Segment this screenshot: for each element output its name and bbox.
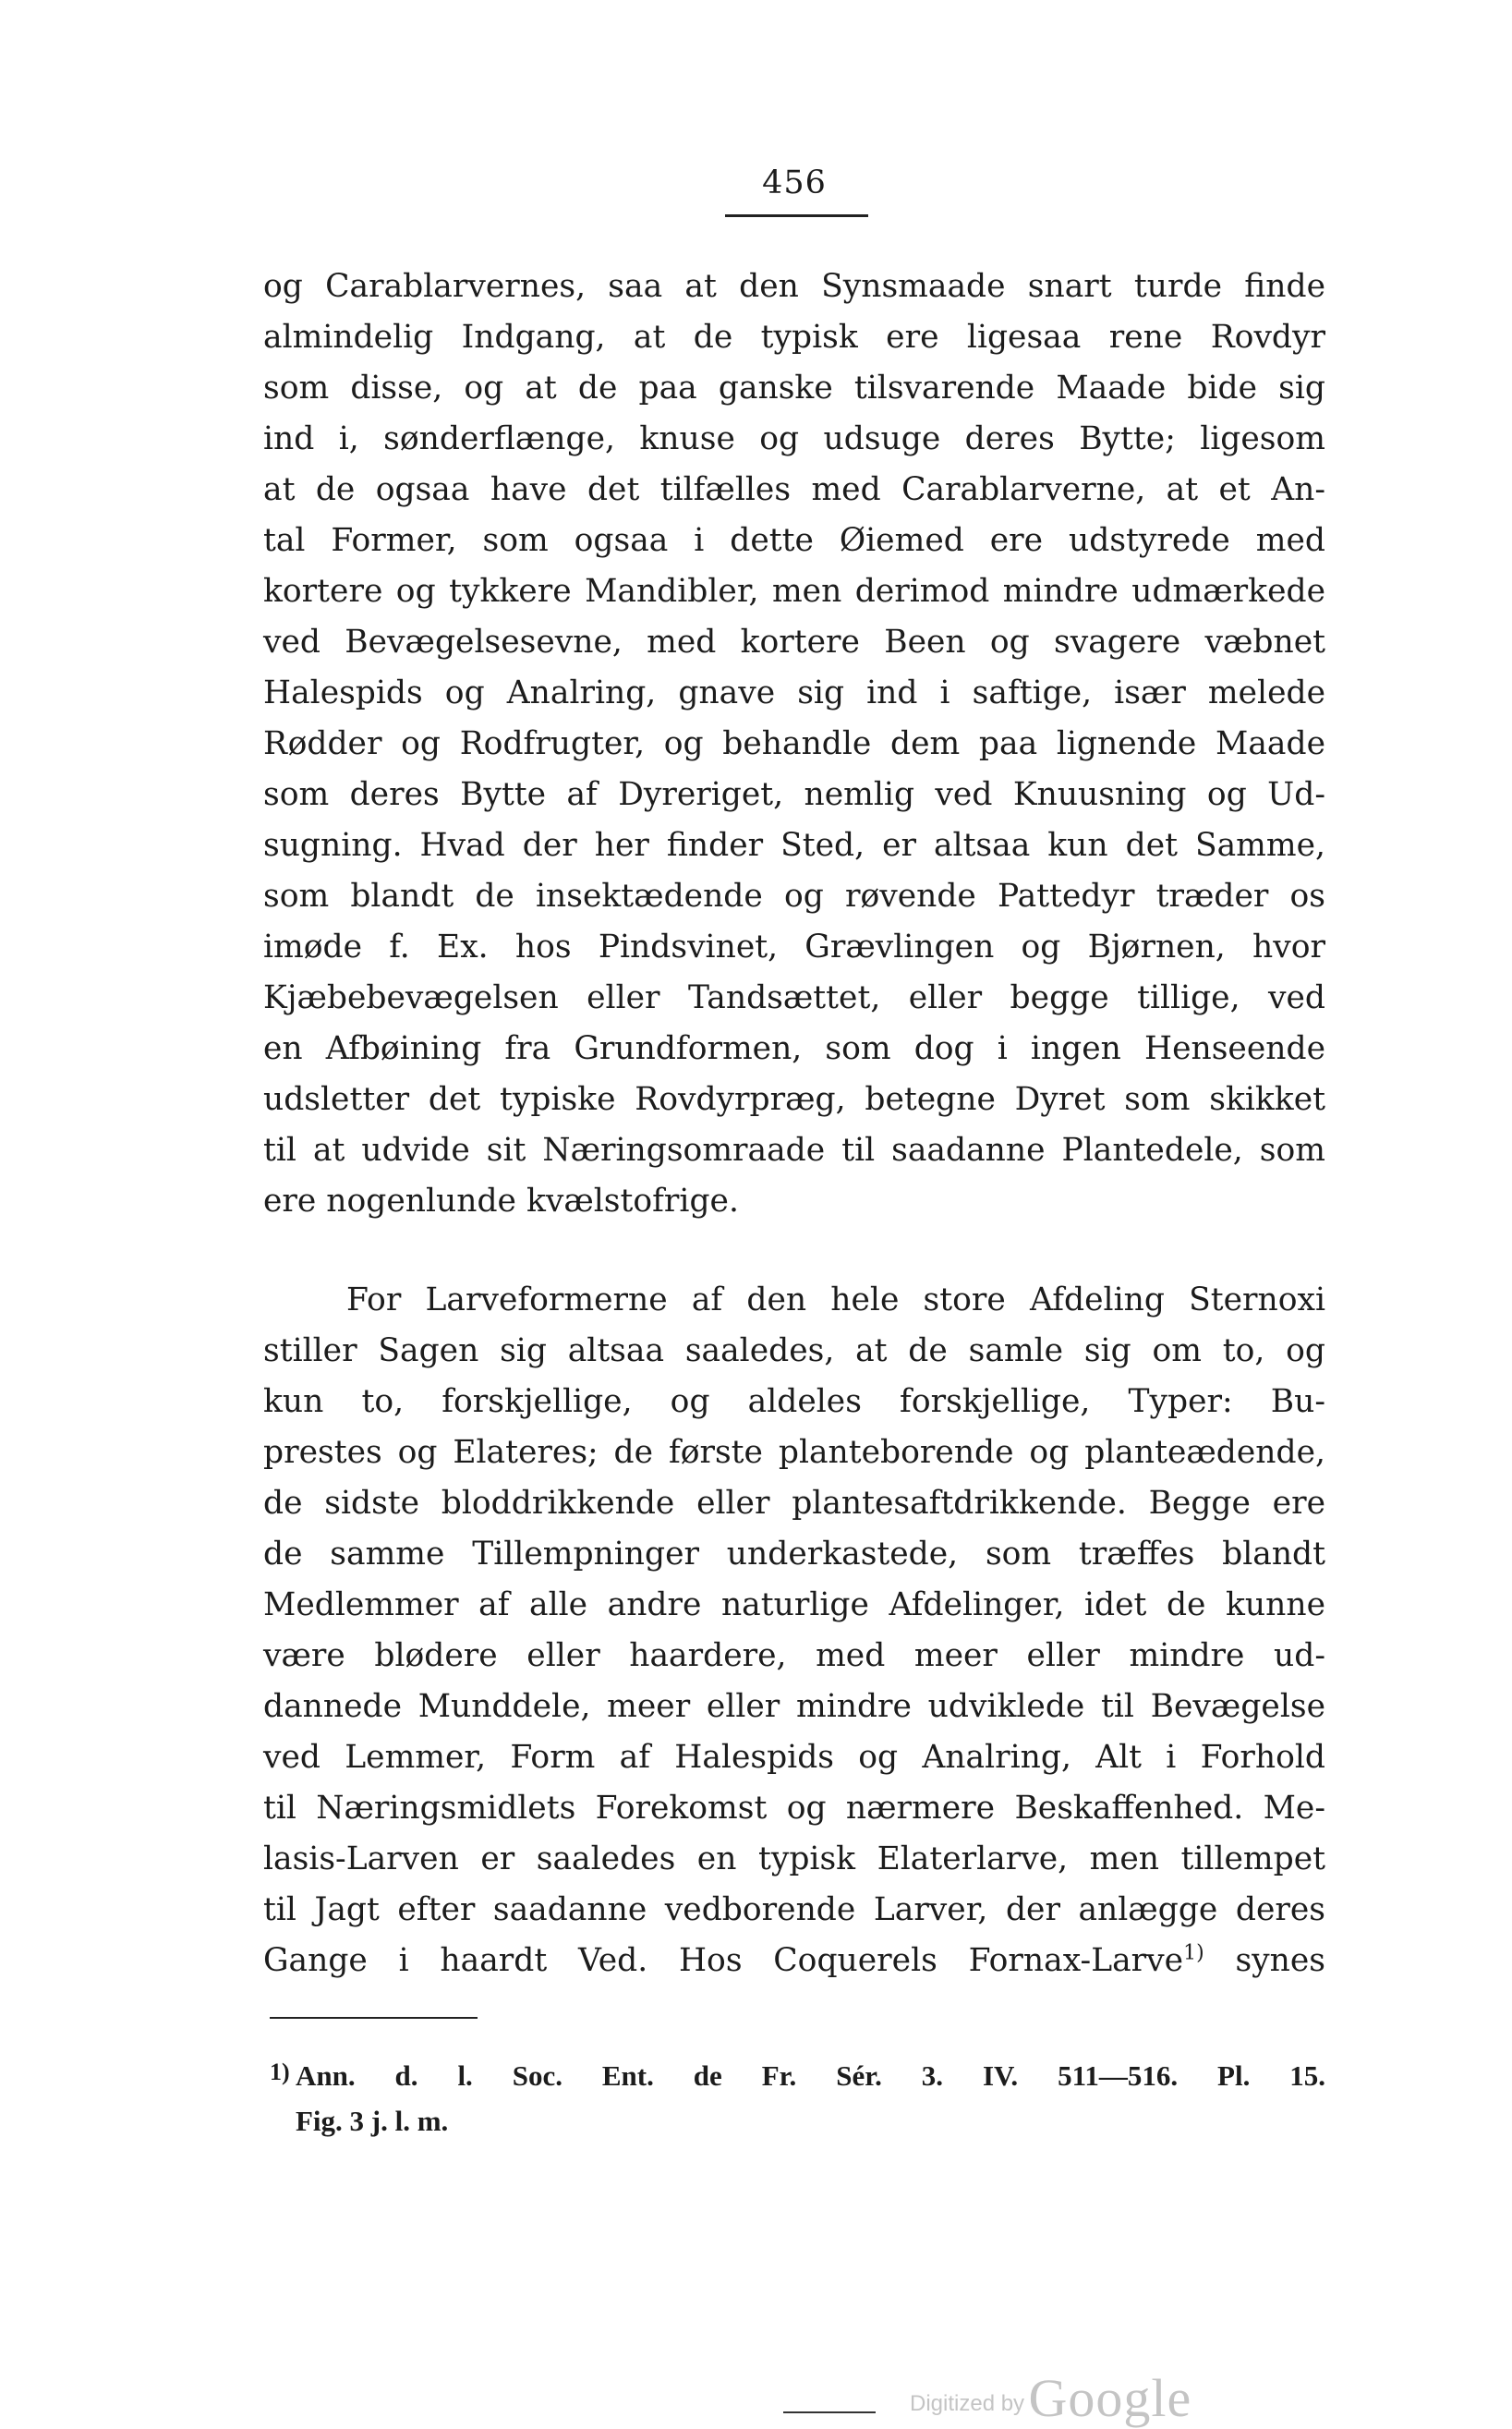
footnote-line: Ann. d. l. Soc. Ent. de Fr. Sér. 3. IV. 511—516. Pl. 15. — [296, 2059, 1325, 2092]
text-line: Rødder og Rodfrugter, og behandle dem paa lignende Maade — [263, 725, 1325, 762]
text-line: de samme Tillempninger underkastede, som træffes blandt — [263, 1536, 1325, 1573]
text-line: almindelig Indgang, at de typisk ere ligesaa rene Rovdyr — [263, 319, 1325, 356]
line-text-before-ref: Gange i haardt Ved. Hos Coquerels Fornax-Larve — [263, 1942, 1184, 1979]
paragraph-1 — [263, 261, 1325, 1227]
digitized-watermark — [910, 2367, 1191, 2429]
text-line-with-footnote-ref — [263, 1936, 1325, 1986]
paragraph-2 — [263, 1275, 1325, 1986]
footnote-line: Fig. 3 j. l. m. — [296, 2105, 449, 2137]
text-line: at de ogsaa have det tilfælles med Carablarverne, at et An- — [263, 471, 1325, 508]
footnote-reference[interactable]: 1) — [1183, 1941, 1204, 1965]
text-line: tal Former, som ogsaa i dette Øiemed ere udstyrede med — [263, 522, 1325, 559]
page-number-rule — [725, 214, 868, 217]
text-line: stiller Sagen sig altsaa saaledes, at de samle sig om to, og — [263, 1332, 1325, 1369]
text-line: lasis-Larven er saaledes en typisk Elaterlarve, men tillempet — [263, 1840, 1325, 1877]
text-line: som deres Bytte af Dyreriget, nemlig ved Knuusning og Ud- — [263, 776, 1325, 813]
text-line: til at udvide sit Næringsomraade til saadanne Plantedele, som — [263, 1132, 1325, 1169]
text-line: prestes og Elateres; de første planteborende og planteædende, — [263, 1434, 1325, 1471]
text-line: kortere og tykkere Mandibler, men derimod mindre udmærkede — [263, 573, 1325, 610]
text-line: ved Bevægelsesevne, med kortere Been og svagere væbnet — [263, 624, 1325, 661]
text-line: ere nogenlunde kvælstofrige. — [263, 1183, 739, 1220]
footnote — [270, 2053, 1325, 2144]
text-line: For Larveformerne af den hele store Afdeling Sternoxi — [346, 1281, 1325, 1318]
text-line: de sidste bloddrikkende eller plantesaftdrikkende. Begge ere — [263, 1485, 1325, 1522]
google-logo: Google — [1028, 2368, 1192, 2428]
page-number: 456 — [762, 164, 827, 201]
bottom-signature-rule — [783, 2411, 876, 2413]
text-line: og Carablarvernes, saa at den Synsmaade snart turde finde — [263, 268, 1325, 305]
text-line: en Afbøining fra Grundformen, som dog i ingen Henseende — [263, 1030, 1325, 1067]
text-line: kun to, forskjellige, og aldeles forskjellige, Typer: Bu- — [263, 1383, 1325, 1420]
text-line: som blandt de insektædende og røvende Pattedyr træder os — [263, 878, 1325, 915]
text-line: som disse, og at de paa ganske tilsvarende Maade bide sig — [263, 370, 1325, 407]
text-line: udsletter det typiske Rovdyrpræg, betegne Dyret som skikket — [263, 1081, 1325, 1118]
footnote-marker: 1) — [270, 2059, 290, 2085]
text-line: dannede Munddele, meer eller mindre udviklede til Bevægelse — [263, 1688, 1325, 1725]
text-line: ved Lemmer, Form af Halespids og Analring, Alt i Forhold — [263, 1739, 1325, 1776]
text-line: Medlemmer af alle andre naturlige Afdelinger, idet de kunne — [263, 1586, 1325, 1623]
text-line: sugning. Hvad der her finder Sted, er altsaa kun det Samme, — [263, 827, 1325, 864]
text-line: til Næringsmidlets Forekomst og nærmere Beskaffenhed. Me- — [263, 1790, 1325, 1827]
text-line: ind i, sønderflænge, knuse og udsuge deres Bytte; ligesom — [263, 420, 1325, 457]
text-line: være blødere eller haardere, med meer eller mindre ud- — [263, 1637, 1325, 1674]
line-text-after-ref: synes — [1204, 1942, 1325, 1979]
footnote-separator — [270, 2017, 478, 2019]
text-line: imøde f. Ex. hos Pindsvinet, Grævlingen og Bjørnen, hvor — [263, 929, 1325, 966]
text-line: Halespids og Analring, gnave sig ind i saftige, især melede — [263, 674, 1325, 711]
text-line: Kjæbebevægelsen eller Tandsættet, eller begge tillige, ved — [263, 979, 1325, 1016]
text-line: til Jagt efter saadanne vedborende Larver, der anlægge deres — [263, 1891, 1325, 1928]
digitized-by-label: Digitized by — [910, 2391, 1025, 2416]
